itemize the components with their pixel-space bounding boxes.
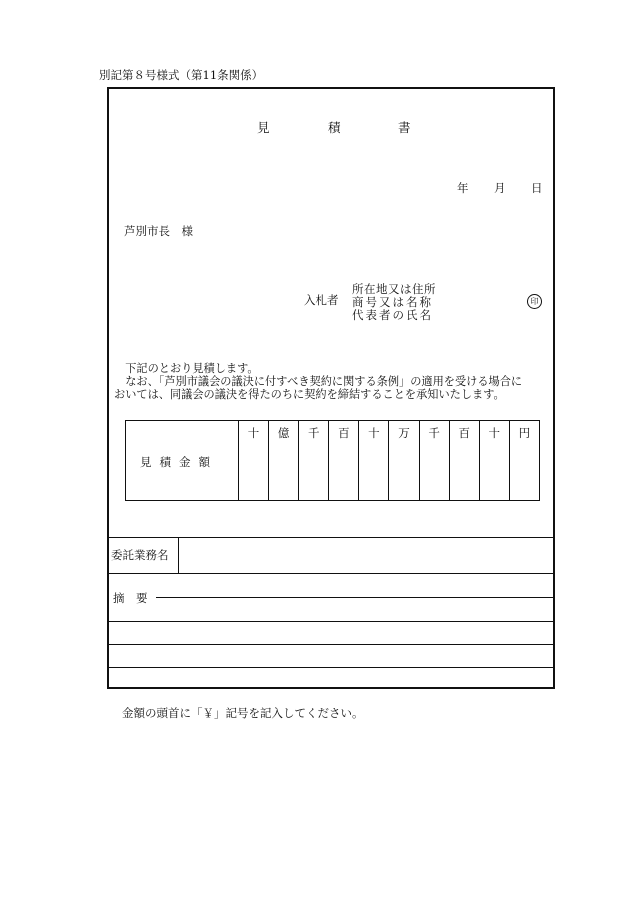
seal-icon: 印 [527,294,542,309]
digit-cell-hyakuman[interactable]: 百 [329,421,359,500]
body-text-line-1: 下記のとおり見積します。 [114,362,259,375]
title-char-3: 書 [398,120,411,135]
contract-name-label: 委託業務名 [111,548,169,562]
bidder-representative-field: 代表者の氏名 [352,308,433,322]
digit-cell-en[interactable]: 円 [518,426,531,440]
bidder-address-field: 所在地又は住所 [352,282,436,296]
contract-row-top-border [108,537,554,538]
footer-note: 金額の頭首に「￥」記号を記入してください。 [122,706,364,720]
digit-cell-oku[interactable]: 億 [269,421,299,500]
contract-row-divider [178,537,179,573]
bidder-company-field: 商号又は名称 [352,295,433,309]
summary-line-1[interactable] [156,597,554,598]
body-text-line-3: おいては、同議会の議決を得たのちに契約を締結することを承知いたします。 [114,388,505,401]
digit-cell-jukkoku[interactable]: 十 [239,421,269,500]
amount-label-cell [126,421,239,500]
date-day-label: 日 [531,181,543,195]
digit-cell-hyaku[interactable]: 百 [450,421,480,500]
digit-cell-sen[interactable]: 千 [420,421,450,500]
contract-row-bottom-border [108,573,554,574]
amount-label: 見積金額 [140,455,218,469]
summary-line-2[interactable] [108,621,554,622]
form-number-note: 別記第８号様式（第11条関係） [99,68,264,82]
bidder-label: 入札者 [304,293,339,307]
digit-cell-senman[interactable]: 千 [299,421,329,500]
contract-name-field[interactable] [180,539,552,571]
digit-cell-man[interactable]: 万 [389,421,419,500]
title-char-1: 見 [257,120,270,135]
body-text-line-2: なお、「芦別市議会の議決に付すべき契約に関する条例」の適用を受ける場合に [114,375,523,388]
summary-label: 摘 要 [113,591,148,605]
summary-line-3[interactable] [108,644,554,645]
title-char-2: 積 [328,120,341,135]
date-month-label: 月 [494,181,506,195]
date-year-label: 年 [457,181,469,195]
addressee: 芦別市長 様 [124,224,193,238]
digit-cell-ju[interactable]: 十 [480,421,510,500]
amount-table [125,420,540,501]
digit-cell-juman[interactable]: 十 [359,421,389,500]
summary-line-4[interactable] [108,667,554,668]
